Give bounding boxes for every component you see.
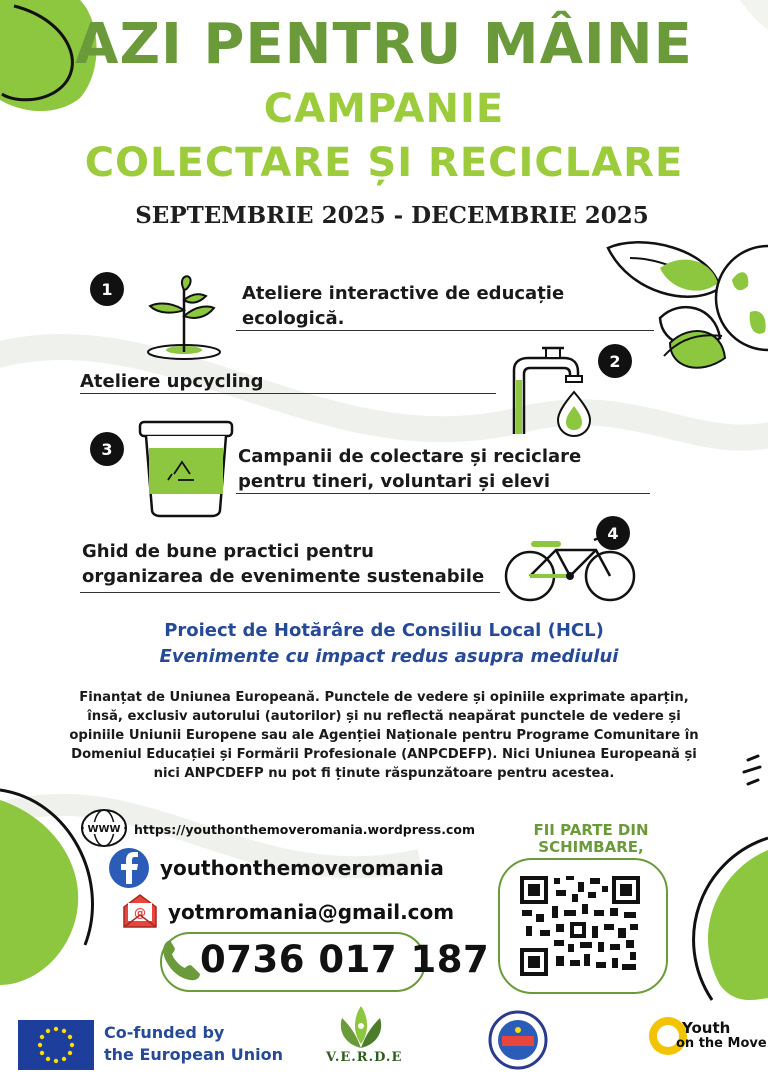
item-1-divider xyxy=(236,330,654,331)
bicycle-icon xyxy=(500,530,640,602)
cta-line-2: SCHIMBARE, xyxy=(538,838,644,856)
youth-logo-line-1: Youth xyxy=(682,1019,731,1037)
sprout-icon xyxy=(140,270,230,362)
eu-flag-icon xyxy=(18,1020,94,1070)
item-number-3: 3 xyxy=(90,432,124,466)
campaign-subtitle: COLECTARE ȘI RECICLARE xyxy=(84,140,684,186)
email-icon xyxy=(118,893,162,933)
project-subtitle: Evenimente cu impact redus asupra mediului xyxy=(159,646,619,667)
item-1-line-1: Ateliere interactive de educație xyxy=(242,283,565,304)
item-1-line-2: ecologică. xyxy=(242,308,345,329)
eu-cofunded-text xyxy=(104,1022,283,1066)
svg-text:@: @ xyxy=(134,906,146,920)
item-2-text: Ateliere upcycling xyxy=(80,371,264,392)
verde-logo-text: V.E.R.D.E xyxy=(326,1050,403,1065)
item-4-line-2: organizarea de evenimente sustenabile xyxy=(82,566,485,587)
youth-logo-line-2: on the Move xyxy=(676,1036,767,1051)
campaign-label: CAMPANIE xyxy=(263,86,505,132)
project-title: Proiect de Hotărâre de Consiliu Local (HCL) xyxy=(164,620,604,641)
item-number-1: 1 xyxy=(90,272,124,306)
verde-logo-icon xyxy=(334,1004,388,1050)
item-3-text xyxy=(238,444,581,494)
eu-line-1: Co-funded by xyxy=(104,1023,225,1042)
eu-line-2: the European Union xyxy=(104,1045,283,1064)
email-address[interactable]: yotmromania@gmail.com xyxy=(168,900,455,924)
item-3-divider xyxy=(236,493,650,494)
item-number-4: 4 xyxy=(596,516,630,550)
item-1-text xyxy=(242,281,564,331)
qr-code[interactable] xyxy=(518,874,642,978)
water-tap-icon xyxy=(508,344,598,444)
item-4-line-1: Ghid de bune practici pentru xyxy=(82,541,374,562)
phone-number[interactable]: 0736 017 187 xyxy=(200,938,490,981)
campaign-dates: SEPTEMBRIE 2025 - DECEMBRIE 2025 xyxy=(135,202,649,229)
eu-disclaimer: Finanțat de Uniunea Europeană. Punctele de vedere și opiniile exprimate aparțin, însă, exclusiv autorului (autorilor) și nu reflectă neapărat punctele de vedere și opiniile Uniunii Europene sau ale Agenției Naționale pentru Programe Comunitare în Domeniul Educației și Formării Profesionale (ANPCDEFP). Nici Uniunea Europeană și nici ANPCDEFP nu pot fi ținute răspunzătoare pentru acestea. xyxy=(69,690,699,781)
cta-line-1: FII PARTE DIN xyxy=(533,821,649,839)
website-link[interactable]: https://youthonthemoveromania.wordpress.com xyxy=(134,822,476,837)
item-3-line-1: Campanii de colectare și reciclare xyxy=(238,446,582,467)
item-4-text xyxy=(82,539,484,589)
facebook-handle[interactable]: youthonthemoveromania xyxy=(160,856,444,880)
item-number-2: 2 xyxy=(598,344,632,378)
www-label: WWW xyxy=(87,824,121,835)
item-2-divider xyxy=(80,393,496,394)
youth-on-the-move-logo xyxy=(676,1020,767,1052)
right-dashes xyxy=(744,756,760,784)
item-4-divider xyxy=(80,592,500,593)
euromove-badge-icon xyxy=(488,1010,548,1070)
poster-title: AZI PENTRU MÂINE xyxy=(75,12,693,77)
item-3-line-2: pentru tineri, voluntari și elevi xyxy=(238,471,551,492)
phone-icon xyxy=(160,936,200,982)
globe-www-icon xyxy=(80,808,128,848)
recycling-bin-icon xyxy=(138,418,234,518)
facebook-icon[interactable] xyxy=(106,848,152,888)
